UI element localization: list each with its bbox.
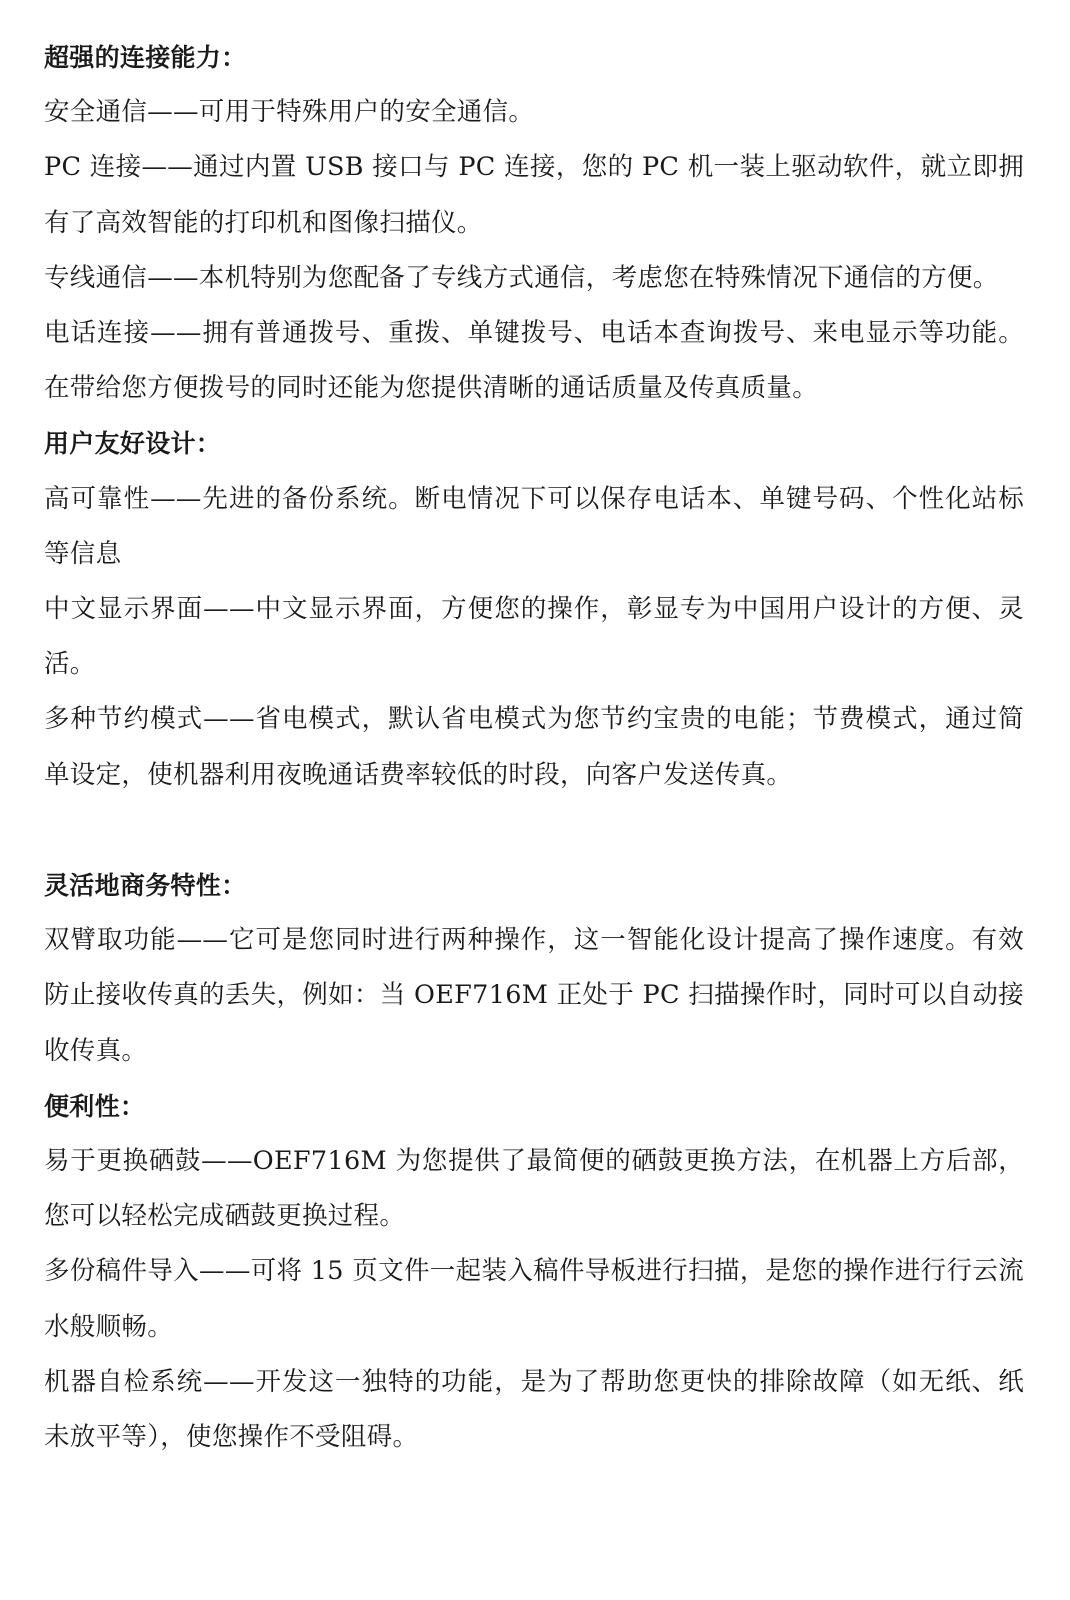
paragraph-pc-connection: PC 连接——通过内置 USB 接口与 PC 连接，您的 PC 机一装上驱动软件，就立即拥有了高效智能的打印机和图像扫描仪。 [44, 152, 1024, 238]
paragraph-drum-replacement: 易于更换硒鼓——OEF716M 为您提供了最简便的硒鼓更换方法，在机器上方后部，您可以轻松完成硒鼓更换过程。 [44, 1146, 1024, 1232]
section-heading-business: 灵活地商务特性： [44, 871, 247, 901]
document-body [44, 30, 1024, 1465]
paragraph-dual-access: 双臂取功能——它可是您同时进行两种操作，这一智能化设计提高了操作速度。有效防止接收传真的丢失，例如：当 OEF716M 正处于 PC 扫描操作时，同时可以自动接收传真。 [44, 925, 1024, 1066]
paragraph-self-diagnosis: 机器自检系统——开发这一独特的功能，是为了帮助您更快的排除故障（如无纸、纸未放平等），使您操作不受阻碍。 [44, 1366, 1024, 1453]
paragraph-document-feeder: 多份稿件导入——可将 15 页文件一起装入稿件导板进行扫描，是您的操作进行行云流水般顺畅。 [44, 1256, 1024, 1342]
paragraph-phone-connection: 电话连接——拥有普通拨号、重拨、单键拨号、电话本查询拨号、来电显示等功能。在带给您方便拨号的同时还能为您提供清晰的通话质量及传真质量。 [44, 318, 1024, 404]
paragraph-dedicated-line: 专线通信——本机特别为您配备了专线方式通信，考虑您在特殊情况下通信的方便。 [44, 262, 999, 293]
section-heading-user-friendly: 用户友好设计： [44, 429, 222, 459]
section-spacer [44, 803, 1024, 858]
section-heading-convenience: 便利性： [44, 1091, 146, 1121]
section-heading-connectivity: 超强的连接能力： [44, 43, 247, 72]
paragraph-saving-modes: 多种节约模式——省电模式，默认省电模式为您节约宝贵的电能；节费模式，通过简单设定，使机器利用夜晚通话费率较低的时段，向客户发送传真。 [44, 704, 1024, 790]
paragraph-chinese-display: 中文显示界面——中文显示界面，方便您的操作，彰显专为中国用户设计的方便、灵活。 [44, 594, 1024, 680]
paragraph-secure-communication: 安全通信——可用于特殊用户的安全通信。 [44, 97, 535, 128]
paragraph-high-reliability: 高可靠性——先进的备份系统。断电情况下可以保存电话本、单键号码、个性化站标等信息 [44, 483, 1024, 569]
